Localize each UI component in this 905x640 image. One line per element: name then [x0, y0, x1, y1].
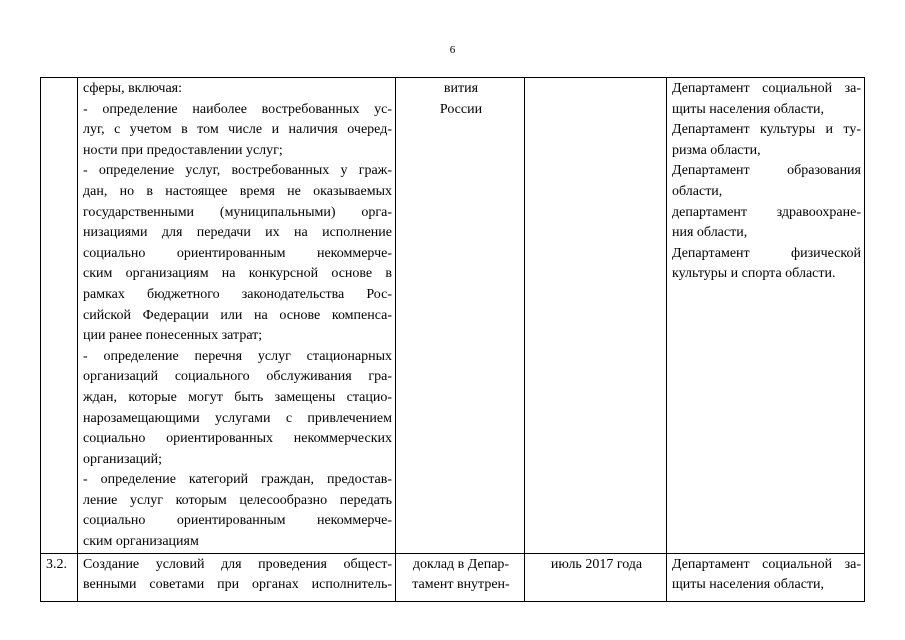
action-line: дан, но в настоящее время не оказываемых — [83, 183, 392, 199]
responsible-cell — [667, 553, 865, 601]
page-number: 6 — [449, 44, 456, 56]
action-line: Создание условий для проведения общест- — [83, 556, 392, 572]
deadline: июль 2017 года — [550, 556, 643, 572]
table-row — [41, 553, 865, 601]
action-line: сийской Федерации или на основе компенса- — [83, 307, 392, 323]
responsible-line: щиты населения области, — [672, 577, 825, 593]
document-line: России — [439, 101, 483, 117]
responsible-line: Департамент образования — [672, 163, 861, 179]
document-cell — [396, 78, 525, 554]
action-line: ским организациям — [83, 534, 199, 550]
responsible-line: щиты населения области, — [672, 101, 825, 117]
item-number-cell — [41, 553, 78, 601]
responsible-line: ризма области, — [672, 142, 761, 158]
item-number: 3.2. — [46, 556, 67, 572]
action-line: - определение услуг, востребованных у граж- — [83, 163, 392, 179]
action-line: ским организациям на конкурсной основе в — [83, 266, 392, 282]
deadline-cell — [525, 553, 667, 601]
responsible-line: департамент здравоохране- — [672, 204, 861, 220]
action-line: низациями для передачи их на исполнение — [83, 225, 392, 241]
document-cell — [396, 553, 525, 601]
responsible-line: области, — [672, 183, 723, 199]
action-line: ление услуг которым целесообразно передать — [83, 492, 392, 508]
action-line: сферы, включая: — [83, 81, 182, 96]
action-line: венными советами при органах исполнитель- — [83, 577, 392, 593]
action-line: нарозамещающими услугами с привлечением — [83, 410, 392, 426]
action-line: ции ранее понесенных затрат; — [83, 328, 263, 344]
document-line: тамент внутрен- — [412, 577, 510, 593]
document-line: вития — [443, 81, 479, 96]
responsible-line: Департамент социальной за- — [672, 81, 861, 96]
measures-table — [40, 77, 865, 602]
action-line: организаций социального обслуживания гра- — [83, 369, 392, 385]
responsible-line: Департамент культуры и ту- — [672, 122, 861, 138]
action-line: луг, с учетом в том числе и наличия очеред- — [83, 122, 392, 138]
action-cell — [78, 553, 396, 601]
action-line: ждан, которые могут быть замещены стацио- — [83, 389, 392, 405]
action-cell — [78, 78, 396, 554]
responsible-line: культуры и спорта области. — [672, 266, 836, 282]
action-line: рамках бюджетного законодательства Рос- — [83, 286, 392, 302]
action-line: социально ориентированным некоммерче- — [83, 513, 392, 529]
responsible-line: ния области, — [672, 225, 748, 241]
document-line: доклад в Депар- — [412, 556, 510, 572]
responsible-line: Департамент физической — [672, 245, 861, 261]
deadline-cell — [525, 78, 667, 554]
action-line: - определение категорий граждан, предостав- — [83, 472, 392, 488]
action-line: ности при предоставлении услуг; — [83, 142, 283, 158]
action-line: организаций; — [83, 451, 163, 467]
table-row — [41, 78, 865, 554]
action-line: социально ориентированных некоммерческих — [83, 431, 392, 447]
action-line: социально ориентированным некоммерче- — [83, 245, 392, 261]
item-number-cell — [41, 78, 78, 554]
responsible-cell — [667, 78, 865, 554]
action-line: государственными (муниципальными) орга- — [83, 204, 392, 220]
action-line: - определение наиболее востребованных ус- — [83, 101, 392, 117]
responsible-line: Департамент социальной за- — [672, 556, 861, 572]
action-line: - определение перечня услуг стационарных — [83, 348, 392, 364]
